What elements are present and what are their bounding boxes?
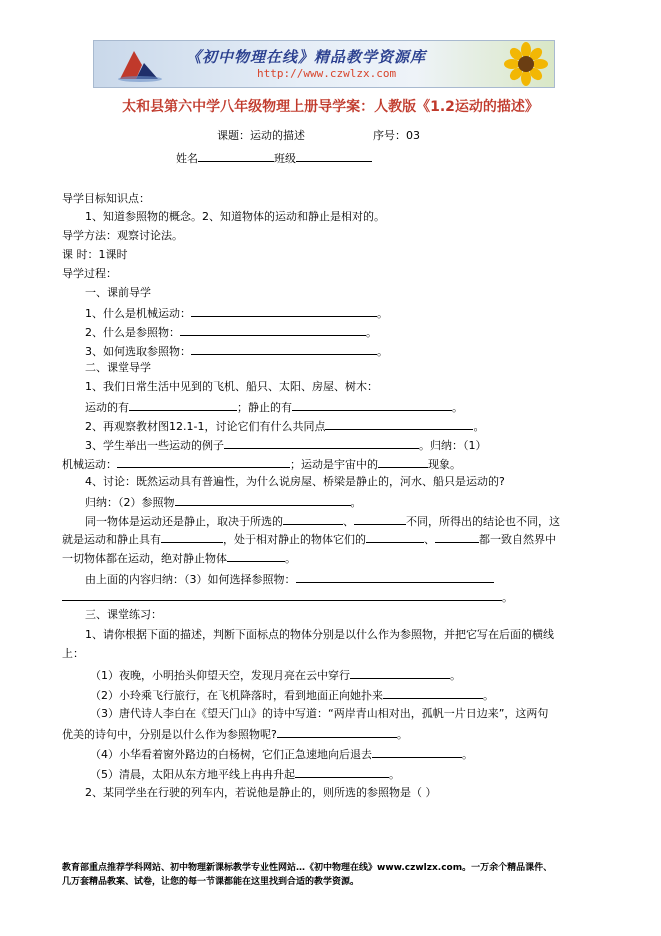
method-text: 导学方法：观察讨论法。 (62, 229, 183, 242)
answer-blank (62, 589, 502, 601)
s2-paragraph-line-2: 就是运动和静止具有 ，处于相对静止的物体它们的 、 都一致自然界中 (62, 533, 556, 546)
answer-blank (117, 456, 290, 468)
s1-question-3: 3、如何选取参照物： 。 (85, 345, 388, 358)
answer-blank (180, 324, 366, 336)
s2-paragraph-line-3: 一切物体都在运动，绝对静止物体 。 (62, 552, 296, 565)
banner-title: 《初中物理在线》精品教学资源库 (186, 48, 427, 66)
s3-question-1: 1、请你根据下面的描述，判断下面标点的物体分别是以什么作为参照物，并把它写在后面的横线 (85, 628, 554, 641)
class-label: 班级 (274, 152, 296, 165)
answer-blank (383, 687, 483, 699)
s3-answer-2: （2）小玲乘飞行旅行，在飞机降落时，看到地面正向她扑来 。 (90, 689, 494, 702)
answer-blank (295, 766, 389, 778)
s2-summary-3-cont: 。 (62, 589, 513, 605)
goal-header: 导学目标知识点： (62, 192, 150, 205)
answer-blank (366, 531, 424, 543)
section-two-header: 二、课堂导学 (85, 361, 151, 374)
s2-question-4: 4、讨论：既然运动具有普遍性，为什么说房屋、桥梁是静止的，河水、船只是运动的? (85, 475, 505, 488)
answer-blank (378, 456, 428, 468)
s3-answer-5: （5）清晨，太阳从东方地平线上冉冉升起 。 (90, 768, 400, 781)
answer-blank (175, 494, 351, 506)
sunflower-icon (502, 42, 550, 86)
goal-text: 1、知道参照物的概念。2、知道物体的运动和静止是相对的。 (85, 210, 385, 223)
answer-blank (191, 305, 377, 317)
s3-question-1-cont: 上： (62, 647, 84, 660)
answer-blank (350, 667, 450, 679)
s3-answer-4: （4）小华看着窗外路边的白杨树，它们正急速地向后退去 。 (90, 748, 473, 761)
class-blank (296, 150, 372, 162)
name-class-row (176, 150, 372, 166)
site-logo-icon (114, 47, 164, 83)
answer-blank (227, 550, 285, 562)
section-one-header: 一、课前导学 (85, 286, 151, 299)
banner-url: http://www.czwlzx.com (257, 67, 397, 80)
answer-blank (161, 531, 223, 543)
answer-blank (224, 437, 419, 449)
answer-blank (129, 399, 237, 411)
number-label: 序号：03 (373, 129, 420, 142)
name-label: 姓名 (176, 152, 198, 165)
answer-blank (277, 726, 397, 738)
section-three-header: 三、课堂练习： (85, 608, 162, 621)
answer-blank (292, 399, 452, 411)
footer-line-2: 几万套精品教案、试卷，让您的每一节课都能在这里找到合适的教学资源。 (62, 877, 360, 887)
process-header: 导学过程： (62, 267, 117, 280)
name-blank (198, 150, 274, 162)
s2-question-1: 1、我们日常生活中见到的飞机、船只、太阳、房屋、树木： (85, 380, 378, 393)
s3-question-2: 2、某同学坐在行驶的列车内，若说他是静止的，则所选的参照物是（ ） (85, 786, 437, 799)
s2-question-3: 3、学生举出一些运动的例子 。归纳：（1） (85, 439, 487, 452)
s3-answer-3-cont: 优美的诗句中，分别是以什么作为参照物呢? 。 (62, 728, 408, 741)
answer-blank (296, 571, 494, 583)
topic-label: 课题：运动的描述 (217, 129, 305, 142)
s3-answer-1: （1）夜晚，小明抬头仰望天空，发现月亮在云中穿行 。 (90, 669, 461, 682)
s2-mechanical-motion: 机械运动： ；运动是宇宙中的 现象。 (62, 458, 461, 471)
document-title: 太和县第六中学八年级物理上册导学案：人教版《1.2运动的描述》 (122, 99, 539, 115)
s2-moving-still: 运动的有 ；静止的有 。 (85, 401, 463, 414)
s3-answer-3: （3）唐代诗人李白在《望天门山》的诗中写道：“两岸青山相对出，孤帆一片日边来”，这两句 (90, 707, 549, 720)
answer-blank (283, 513, 343, 525)
answer-blank (372, 746, 462, 758)
s1-question-2: 2、什么是参照物： 。 (85, 326, 377, 339)
answer-blank (354, 513, 406, 525)
header-banner (93, 40, 555, 88)
s2-summary-3: 由上面的内容归纳：（3）如何选择参照物： (85, 571, 494, 587)
footer-line-1: 教育部重点推荐学科网站、初中物理新课标教学专业性网站…《初中物理在线》www.czwlzx.com。一万余个精品课件、 (62, 863, 553, 873)
answer-blank (435, 531, 479, 543)
answer-blank (191, 343, 377, 355)
s1-question-1: 1、什么是机械运动： 。 (85, 307, 388, 320)
answer-blank (325, 418, 473, 430)
hours-text: 课 时：1课时 (62, 248, 128, 261)
s2-summary-2: 归纳：（2）参照物 。 (85, 496, 362, 509)
s2-question-2: 2、再观察教材图12.1-1，讨论它们有什么共同点 。 (85, 420, 485, 433)
page-footer (62, 861, 552, 889)
s2-paragraph-line-1: 同一物体是运动还是静止，取决于所选的 、 不同，所得出的结论也不同，这 (85, 515, 560, 528)
